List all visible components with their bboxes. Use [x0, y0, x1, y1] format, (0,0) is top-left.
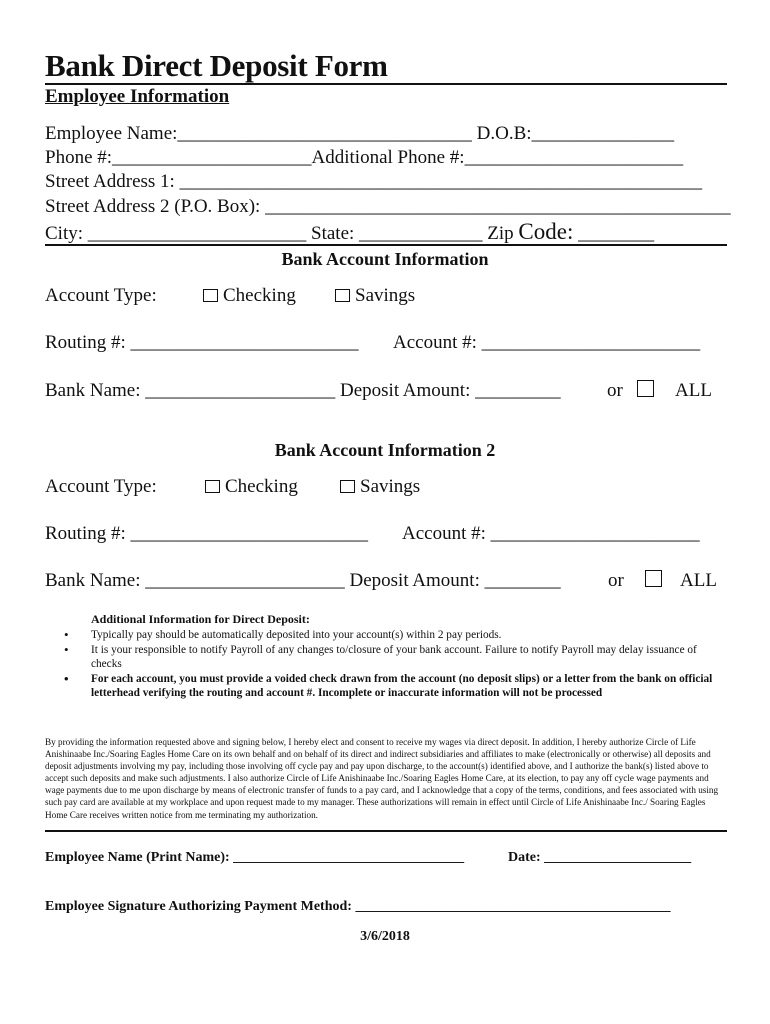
savings-2-option[interactable] [340, 475, 420, 499]
consent-paragraph: By providing the information requested above and signing below, I hereby elect and consent to receive my wages via direct deposit. In addition, I hereby authorize Circle of Life Anishinaabe Inc./Soaring Eagles Home Care on its own behalf and on behalf of its direct and indirect subsidiaries and affiliates to make (electronically or otherwise) all deposits and deposit adjustments involving my pay, including those involving off cycle pay and pay upon discharge, to the account(s) identified above, and I authorize the bank(s) listed above to accept such deposits and make such adjustments. I also authorize Circle of Life Anishinaabe Inc./Soaring Eagles Home Care, at its election, to pay any off cycle wage payments and wage payments due to me upon discharge by means of electronic transfer of funds to a pay card, and I acknowledge that a copy of the terms, conditions, and fees associated with using such pay card are available at my workplace and upon request made to my manager. These authorizations will remain in effect until Circle of Life Anishinaabe Inc./ Soaring Eagles Home Care receives written notice from me terminating my authorization. [45, 737, 719, 820]
street-address-1-field[interactable]: Street Address 1: _______________________________________________________ [45, 171, 703, 192]
or-label: or [607, 380, 623, 401]
account-number-2-field[interactable]: Account #: ______________________ [402, 523, 700, 544]
account-type-2-label: Account Type: [45, 476, 157, 497]
additional-info-bullet-3: • For each account, you must provide a voided check drawn from the account (no deposit slips) or a letter from the bank on official letterhead verifying the routing and account #. Incomplete or inaccurate information will not be processed [64, 672, 714, 701]
consent-divider [45, 830, 727, 832]
or-2-label: or [608, 570, 624, 591]
routing-number-2-field[interactable]: Routing #: _________________________ [45, 523, 369, 544]
account-number-field[interactable]: Account #: _______________________ [393, 332, 701, 353]
title-divider [45, 83, 727, 85]
checking-2-checkbox[interactable] [205, 480, 220, 493]
additional-info-heading: Additional Information for Direct Deposit: [91, 612, 310, 626]
bank-account-2-heading: Bank Account Information 2 [274, 440, 496, 460]
savings-2-checkbox[interactable] [340, 480, 355, 493]
additional-info-bullet-2: • It is your responsible to notify Payroll of any changes to/closure of your bank account. Failure to notify Payroll may delay issuance of checks [64, 643, 714, 672]
signature-field[interactable]: Employee Signature Authorizing Payment Method: _____________________________________________ [45, 899, 671, 914]
bank-name-deposit-field[interactable]: Bank Name: ____________________ Deposit Amount: _________ [45, 380, 561, 401]
additional-info-bullet-1: • Typically pay should be automatically deposited into your account(s) within 2 pay periods. [64, 628, 714, 643]
routing-number-field[interactable]: Routing #: ________________________ [45, 332, 359, 353]
form-title: Bank Direct Deposit Form [45, 48, 388, 83]
employee-name-dob-field[interactable]: Employee Name:_______________________________ D.O.B:_______________ [45, 123, 675, 144]
savings-label: Savings [355, 285, 416, 306]
all-label: ALL [675, 380, 712, 401]
all-2-label: ALL [680, 570, 717, 591]
footer-date: 3/6/2018 [360, 929, 410, 944]
checking-option[interactable] [203, 284, 296, 308]
savings-2-label: Savings [360, 476, 421, 497]
bank-name-deposit-2-field[interactable]: Bank Name: _____________________ Deposit Amount: ________ [45, 570, 561, 591]
savings-checkbox[interactable] [335, 289, 350, 302]
savings-option[interactable] [335, 284, 415, 308]
account-type-label: Account Type: [45, 285, 157, 306]
employee-section-divider [45, 244, 727, 246]
checking-2-option[interactable] [205, 475, 298, 499]
city-state-zip-label: City: _______________________ State: _____________ Zip [45, 223, 519, 244]
zip-code-label: Code: [518, 219, 574, 244]
checking-2-label: Checking [225, 476, 298, 497]
additional-info-list [64, 628, 714, 701]
street-address-2-field[interactable]: Street Address 2 (P.O. Box): _________________________________________________ [45, 196, 731, 217]
bank-account-heading: Bank Account Information [281, 249, 489, 269]
print-name-field[interactable]: Employee Name (Print Name): _________________________________ [45, 850, 465, 865]
date-field[interactable]: Date: _____________________ [508, 850, 692, 865]
all-checkbox[interactable] [637, 380, 654, 397]
zip-code-blank: ________ [573, 223, 655, 244]
city-state-zip-field[interactable] [45, 220, 654, 246]
checking-checkbox[interactable] [203, 289, 218, 302]
all-2-checkbox[interactable] [645, 570, 662, 587]
checking-label: Checking [223, 285, 296, 306]
phone-field[interactable]: Phone #:_____________________Additional Phone #:_______________________ [45, 147, 684, 168]
employee-info-heading: Employee Information [45, 86, 230, 107]
